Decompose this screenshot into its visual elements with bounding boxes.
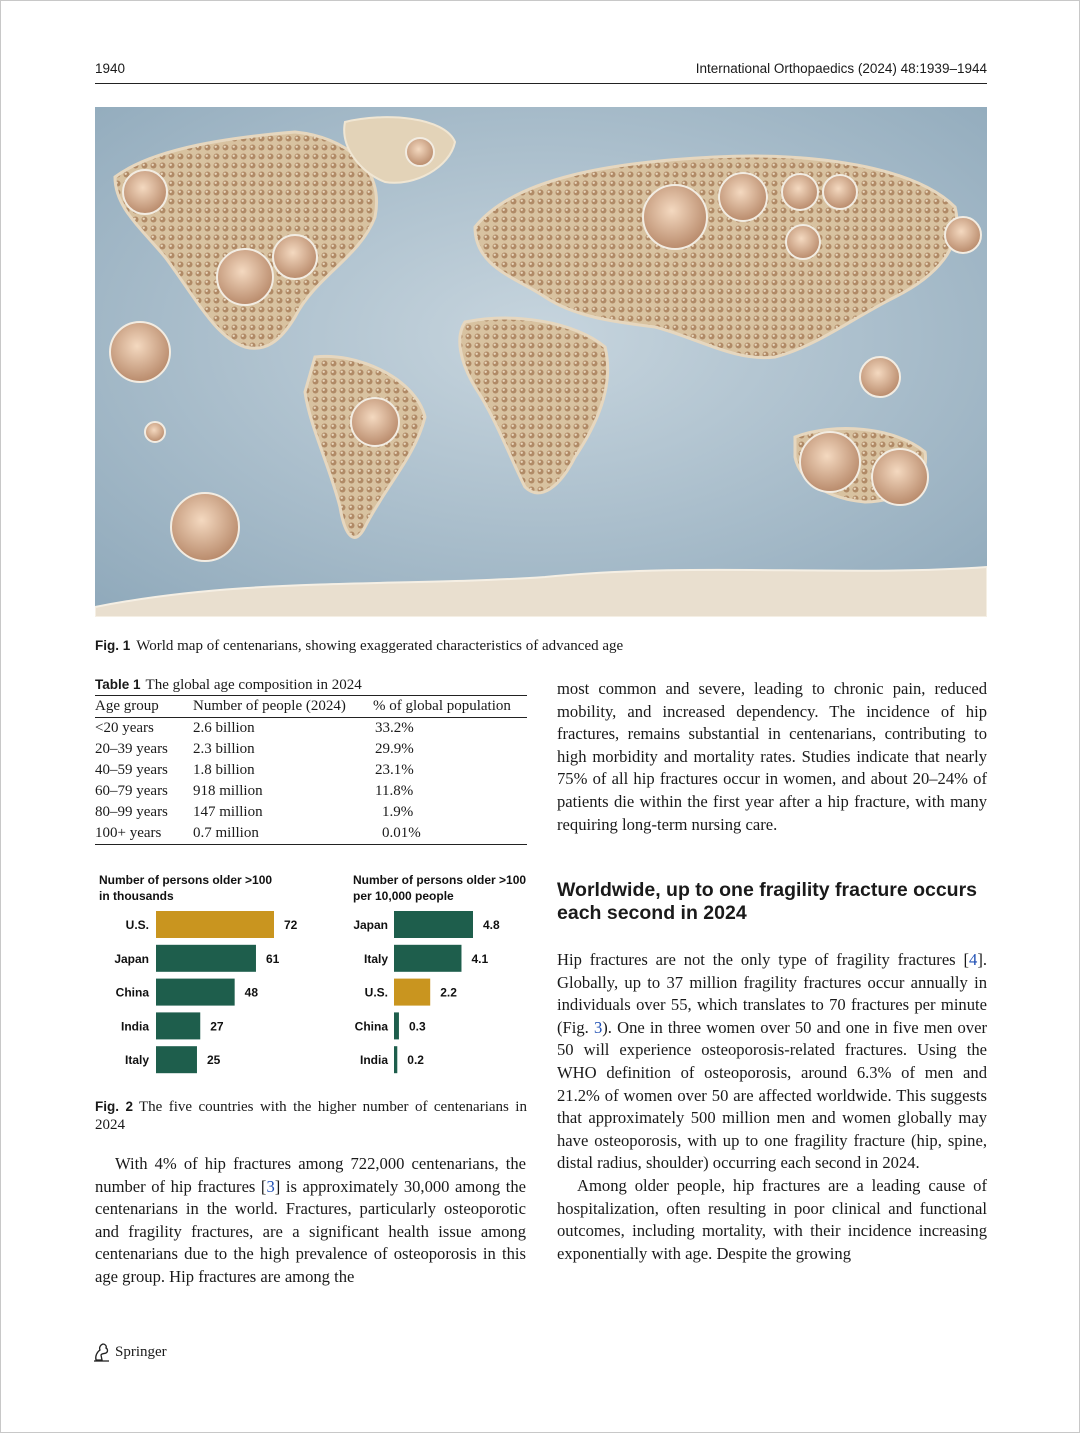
bar [156, 945, 256, 972]
paragraph [557, 949, 987, 1175]
right-column-text-top [557, 678, 987, 836]
table-cell: 918 million [193, 783, 263, 799]
left-column-text [95, 1153, 526, 1289]
figure-2-svg [95, 867, 535, 1077]
text-run: ]. Globally, up to 37 million fragility fractures occur annually in individuals over 55, which translates to 70 fractures per minute (Fig. [557, 950, 987, 1037]
category-label: Italy [363, 951, 388, 966]
table-cell: 147 million [193, 804, 263, 820]
table-1-caption [95, 676, 527, 696]
data-label: 0.2 [407, 1053, 424, 1068]
figure-1-label: Fig. 1 [95, 638, 131, 653]
category-label: India [359, 1053, 388, 1068]
table-row [95, 802, 527, 823]
category-label: India [120, 1019, 149, 1034]
table-1 [95, 676, 527, 845]
bar [394, 911, 473, 938]
table-cell: 1.9% [382, 804, 414, 820]
figure-2-charts [95, 867, 535, 1077]
data-label: 2.2 [440, 985, 457, 1000]
footer [93, 1342, 167, 1362]
text-run: ] is approximately 30,000 among the centenarians in the world. Fractures, particularly osteoporotic and fragility fractures, are a significant health issue among centenarians due to the high prevalence of osteoporosis in this age group. Hip fractures are among the [95, 1176, 527, 1286]
table-cell: 33.2% [375, 720, 414, 736]
table-cell: 11.8% [375, 783, 414, 799]
page-number: 1940 [95, 61, 126, 76]
category-label: U.S. [364, 985, 388, 1000]
data-label: 4.8 [483, 918, 500, 932]
section-heading: Worldwide, up to one fragility fracture occurs each second in 2024 [557, 879, 978, 924]
chart-title: Number of persons older >100 [99, 873, 273, 887]
table-cell: 0.01% [382, 825, 421, 841]
bar [394, 979, 430, 1006]
bar [394, 1012, 399, 1039]
category-label: Japan [353, 918, 388, 932]
table-1-caption-text: The global age composition in 2024 [145, 677, 362, 693]
data-label: 4.1 [471, 951, 489, 966]
column-header: % of global population [373, 698, 511, 714]
data-label: 61 [265, 951, 280, 966]
table-row [95, 739, 527, 760]
category-label: China [115, 985, 149, 1000]
table-cell: 100+ years [95, 825, 162, 841]
bar [394, 945, 461, 972]
data-label: 72 [284, 918, 298, 932]
bar [156, 1046, 197, 1073]
table-row [95, 781, 527, 802]
category-label: U.S. [125, 918, 149, 932]
figure-1-map [95, 107, 987, 617]
age-composition-table [95, 696, 527, 845]
table-cell: 23.1% [375, 762, 414, 778]
data-label: 48 [244, 985, 259, 1000]
bar [156, 911, 274, 938]
citation-link[interactable]: 4 [969, 950, 978, 969]
column-header: Age group [95, 698, 159, 714]
figure-link[interactable]: 3 [593, 1017, 603, 1037]
chart-title: per 10,000 people [353, 889, 454, 903]
table-cell: 40–59 years [95, 762, 168, 778]
running-header [95, 61, 987, 84]
table-row [95, 823, 527, 845]
column-header: Number of people (2024) [193, 698, 346, 714]
springer-horse-icon [93, 1342, 111, 1362]
chart-title: Number of persons older >100 [353, 873, 527, 887]
bar [156, 1012, 200, 1039]
citation-link[interactable]: 3 [266, 1176, 275, 1196]
category-label: Japan [114, 951, 149, 966]
table-cell: 2.6 billion [193, 720, 255, 736]
paragraph: Among older people, hip fractures are a leading cause of hospitalization, often resulting in poor clinical and functional outcomes, including mortality, with their incidence increasing exponentially with age. Despite the growing [557, 1175, 987, 1263]
figure-2-caption [95, 1098, 527, 1134]
figure-2-label: Fig. 2 [95, 1099, 133, 1114]
table-cell: 60–79 years [95, 783, 168, 799]
category-label: Italy [124, 1053, 149, 1068]
table-cell: 2.3 billion [193, 741, 255, 757]
table-header-row [95, 696, 527, 718]
journal-citation: International Orthopaedics (2024) 48:1939–1944 [695, 61, 987, 76]
paragraph: most common and severe, leading to chronic pain, reduced mobility, and increased dependency. The incidence of hip fractures, remains substantial in centenarians, contributing to high morbidity and mortality rates. Studies indicate that nearly 75% of all hip fractures occur in women, and about 20–24% of patients die within the first year after a hip fracture, with many requiring long-term nursing care. [557, 679, 987, 834]
bar [394, 1046, 397, 1073]
table-cell: <20 years [95, 720, 154, 736]
text-run: ). One in three women over 50 and one in five men over 50 will experience osteoporosis-related fractures. Using the WHO definition of osteoporosis, around 6.3% of men and 21.2% of women over 50 are affected worldwide. This suggests that approximately 500 million men and women globally may have osteoporosis, with up to one fragility fracture (hip, spine, distal radius, shoulder) occurring each second in 2024. [557, 1017, 987, 1173]
table-row [95, 718, 527, 740]
table-cell: 0.7 million [193, 825, 259, 841]
data-label: 27 [210, 1019, 224, 1034]
table-1-label: Table 1 [95, 677, 141, 692]
paragraph [95, 1153, 526, 1289]
text-run: With 4% of hip fractures among 722,000 centenarians, the number of hip fractures [ [95, 1154, 526, 1196]
figure-1-caption [95, 637, 987, 655]
publisher-name: Springer [115, 1343, 167, 1360]
chart-title: in thousands [99, 889, 174, 903]
figure-1-caption-text: World map of centenarians, showing exaggerated characteristics of advanced age [136, 638, 624, 654]
text-run: Hip fractures are not the only type of fragility fractures [ [557, 950, 970, 969]
bar [156, 979, 235, 1006]
category-label: China [354, 1019, 388, 1034]
figure-2-caption-text: The five countries with the higher number of centenarians in 2024 [95, 1099, 527, 1133]
table-cell: 29.9% [375, 741, 414, 757]
table-row [95, 760, 527, 781]
data-label: 0.3 [408, 1019, 426, 1034]
table-cell: 20–39 years [95, 741, 168, 757]
table-cell: 1.8 billion [193, 762, 255, 778]
right-column-text [557, 949, 987, 1265]
table-cell: 80–99 years [95, 804, 168, 820]
data-label: 25 [206, 1053, 221, 1068]
